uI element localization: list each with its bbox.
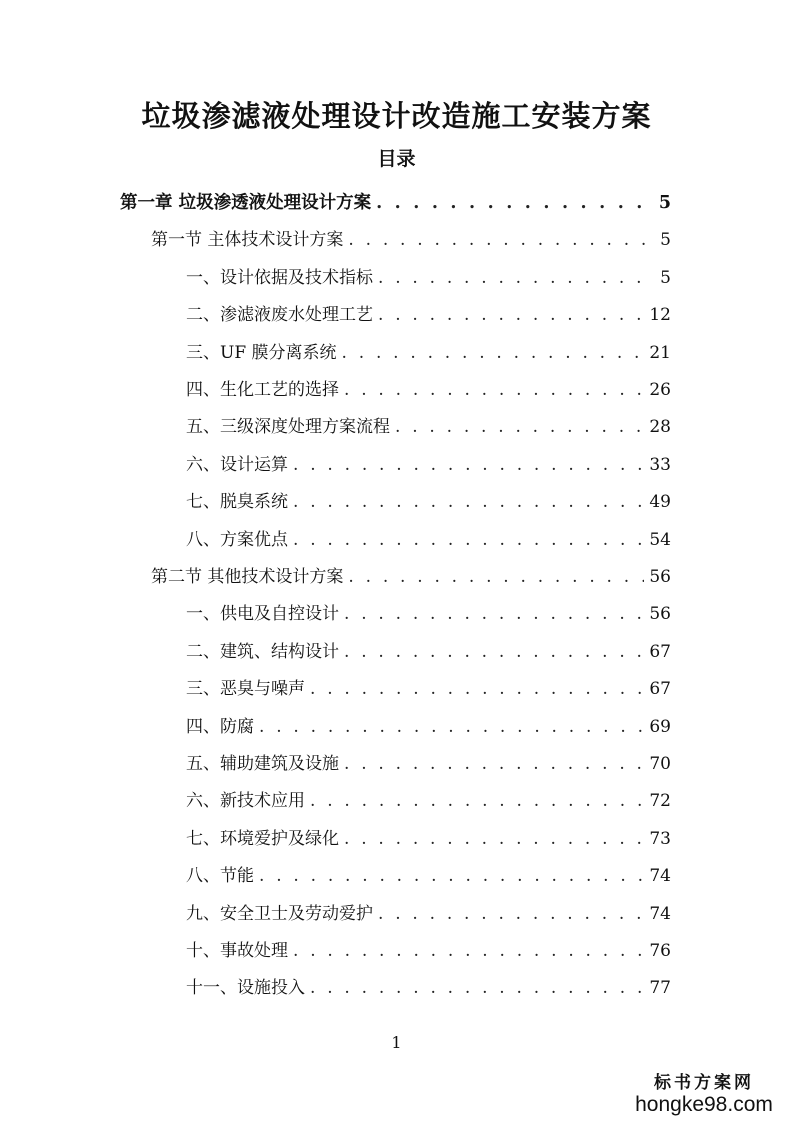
- toc-entry-label: 八、节能: [186, 866, 254, 886]
- toc-leader-dots: [342, 341, 645, 365]
- toc-entry-page: 26: [649, 380, 671, 400]
- toc-entry-page: 69: [649, 717, 671, 737]
- toc-entry[interactable]: [186, 266, 671, 290]
- toc-entry-label: 四、防腐: [186, 717, 254, 737]
- toc-entry-page: 74: [649, 866, 671, 886]
- toc-entry-page: 67: [649, 642, 671, 662]
- toc-leader-dots: [310, 677, 644, 701]
- toc-entry[interactable]: [186, 864, 671, 888]
- toc-entry-label: 十一、设施投入: [186, 978, 305, 998]
- toc-entry[interactable]: [186, 677, 671, 701]
- toc-entry-label: 五、辅助建筑及设施: [186, 754, 339, 774]
- toc-entry-page: 21: [649, 343, 671, 363]
- toc-leader-dots: [310, 976, 644, 1000]
- toc-entry-page: 49: [649, 492, 671, 512]
- toc-leader-dots: [293, 939, 644, 963]
- toc-entry[interactable]: [186, 827, 671, 851]
- toc-entry-label: 一、供电及自控设计: [186, 604, 339, 624]
- watermark-url: hongke98.com: [635, 1093, 773, 1116]
- toc-entry[interactable]: [186, 752, 671, 776]
- toc-entry-label: 八、方案优点: [186, 530, 288, 550]
- toc-entry-page: 74: [649, 904, 671, 924]
- toc-entry[interactable]: [186, 378, 671, 402]
- watermark-chinese: 标书方案网: [654, 1073, 754, 1093]
- toc-entry-label: 七、脱臭系统: [186, 492, 288, 512]
- toc-leader-dots: [310, 789, 644, 813]
- toc-entry[interactable]: [186, 789, 671, 813]
- toc-leader-dots: [344, 602, 644, 626]
- toc-entry-label: 五、三级深度处理方案流程: [186, 417, 390, 437]
- toc-entry-page: 54: [649, 530, 671, 550]
- toc-entry[interactable]: [151, 565, 671, 589]
- toc-entry-label: 一、设计依据及技术指标: [186, 268, 373, 288]
- toc-entry-page: 70: [649, 754, 671, 774]
- toc-entry-page: 33: [649, 455, 671, 475]
- toc-entry[interactable]: [186, 939, 671, 963]
- toc-entry[interactable]: [186, 341, 671, 365]
- toc-entry-label: 第一节 主体技术设计方案: [151, 230, 344, 250]
- toc-entry-page: 28: [649, 417, 671, 437]
- toc-entry-label: 二、建筑、结构设计: [186, 642, 339, 662]
- toc-entry-page: 5: [660, 268, 671, 288]
- toc-entry-label: 第二节 其他技术设计方案: [151, 567, 344, 587]
- toc-entry[interactable]: [186, 715, 671, 739]
- toc-entry-page: 72: [649, 791, 671, 811]
- toc-heading: 目录: [377, 148, 416, 170]
- toc-entry-page: 5: [658, 193, 671, 213]
- toc-leader-dots: [293, 453, 644, 477]
- toc-entry-page: 67: [649, 679, 671, 699]
- toc-entry-label: 十、事故处理: [186, 941, 288, 961]
- toc-entry-label: 九、安全卫士及劳动爱护: [186, 904, 373, 924]
- toc-entry[interactable]: [186, 303, 671, 327]
- toc-leader-dots: [395, 415, 644, 439]
- toc-entry-page: 56: [649, 604, 671, 624]
- watermark: [629, 1068, 779, 1117]
- toc-leader-dots: [293, 490, 644, 514]
- toc-entry-page: 76: [649, 941, 671, 961]
- document-title: 垃圾渗滤液处理设计改造施工安装方案: [141, 99, 652, 133]
- toc-leader-dots: [344, 827, 644, 851]
- toc-leader-dots: [259, 864, 644, 888]
- toc-entry-label: 七、环境爱护及绿化: [186, 829, 339, 849]
- toc-entry[interactable]: [186, 902, 671, 926]
- toc-entry-page: 5: [660, 230, 671, 250]
- toc-entry[interactable]: [120, 191, 671, 215]
- toc-entry-label: 第一章 垃圾渗透液处理设计方案: [120, 193, 372, 213]
- toc-leader-dots: [378, 902, 644, 926]
- toc-entry[interactable]: [186, 640, 671, 664]
- toc-leader-dots: [348, 565, 644, 589]
- toc-entry[interactable]: [186, 976, 671, 1000]
- toc-entry-page: 56: [649, 567, 671, 587]
- toc-entry-page: 77: [649, 978, 671, 998]
- page-number: 1: [391, 1033, 402, 1052]
- toc-entry[interactable]: [186, 415, 671, 439]
- toc-leader-dots: [348, 228, 650, 252]
- toc-leader-dots: [378, 266, 650, 290]
- toc-entry-label: 四、生化工艺的选择: [186, 380, 339, 400]
- toc-leader-dots: [378, 303, 644, 327]
- toc-leader-dots: [259, 715, 644, 739]
- toc-entry-page: 12: [649, 305, 671, 325]
- toc-leader-dots: [344, 640, 644, 664]
- toc-entry[interactable]: [186, 453, 671, 477]
- toc-leader-dots: [376, 191, 650, 215]
- toc-entry-label: 三、恶臭与噪声: [186, 679, 305, 699]
- toc-leader-dots: [344, 378, 644, 402]
- toc-entry-label: 三、UF 膜分离系统: [186, 343, 337, 363]
- toc-entry[interactable]: [151, 228, 671, 252]
- toc-entry-label: 二、渗滤液废水处理工艺: [186, 305, 373, 325]
- toc-entry-label: 六、设计运算: [186, 455, 288, 475]
- toc-entry-label: 六、新技术应用: [186, 791, 305, 811]
- toc-entry[interactable]: [186, 490, 671, 514]
- toc-entry[interactable]: [186, 528, 671, 552]
- toc-leader-dots: [293, 528, 644, 552]
- toc-entry-page: 73: [649, 829, 671, 849]
- toc-entry[interactable]: [186, 602, 671, 626]
- toc-leader-dots: [344, 752, 644, 776]
